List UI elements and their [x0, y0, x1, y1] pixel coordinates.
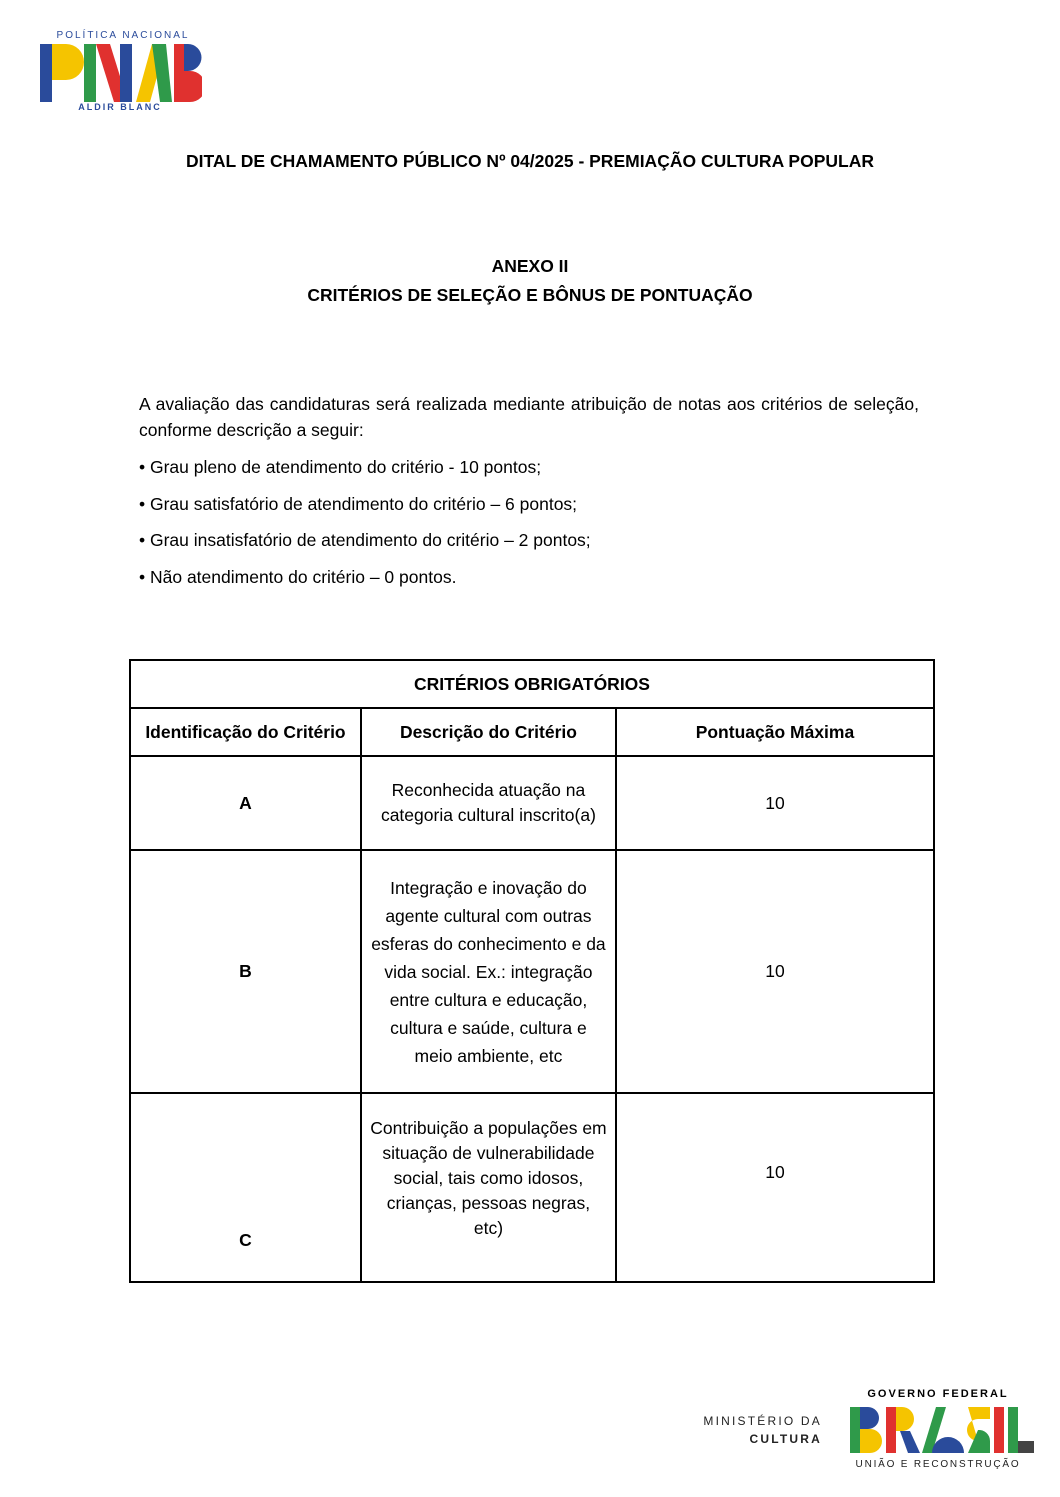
annex-subtitle: CRITÉRIOS DE SELEÇÃO E BÔNUS DE PONTUAÇÃO — [307, 285, 753, 305]
ministry-line1: MINISTÉRIO DA — [703, 1414, 822, 1428]
table-row — [130, 1093, 934, 1282]
criterion-score: 10 — [616, 756, 934, 850]
gov-bottom-text: UNIÃO E RECONSTRUÇÃO — [855, 1459, 1021, 1470]
grade-item: • Grau satisfatório de atendimento do critério – 6 pontos; — [139, 493, 578, 514]
grade-item: • Grau pleno de atendimento do critério - 10 pontos; — [139, 457, 542, 477]
grade-item: • Grau insatisfatório de atendimento do critério – 2 pontos; — [139, 530, 591, 551]
annex-heading — [0, 252, 1060, 310]
table-row — [130, 850, 934, 1093]
header-identification: Identificação do Critério — [130, 708, 361, 756]
criterion-description: Contribuição a populações em situação de vulnerabilidade social, tais como idosos, crianças, pessoas negras, etc) — [361, 1093, 616, 1282]
document-title: DITAL DE CHAMAMENTO PÚBLICO Nº 04/2025 - PREMIAÇÃO CULTURA POPULAR — [186, 151, 874, 171]
annex-label: ANEXO II — [491, 256, 569, 276]
logo-bottom-text: ALDIR BLANC — [78, 102, 162, 112]
table-row — [130, 756, 934, 850]
header-max-score: Pontuação Máxima — [616, 708, 934, 756]
criterion-id: A — [130, 756, 361, 850]
criterion-id: B — [130, 850, 361, 1093]
criterion-score: 10 — [616, 850, 934, 1093]
criterion-score: 10 — [616, 1093, 934, 1282]
ministry-logo — [690, 1412, 822, 1448]
grades-list — [139, 454, 919, 601]
criterion-description: Integração e inovação do agente cultural com outras esferas do conhecimento e da vida social. Ex.: integração entre cultura e educação, cultura e saúde, cultura e meio ambiente, etc — [361, 850, 616, 1093]
logo-top-text: POLÍTICA NACIONAL — [56, 30, 190, 41]
criterion-id: C — [130, 1093, 361, 1282]
header-description: Descrição do Critério — [361, 708, 616, 756]
brasil-logo-shapes — [850, 1407, 1036, 1453]
gov-top-text: GOVERNO FEDERAL — [867, 1388, 1009, 1400]
pnab-logo — [40, 30, 205, 115]
table-title: CRITÉRIOS OBRIGATÓRIOS — [130, 660, 934, 708]
criterion-description: Reconhecida atuação na categoria cultural inscrito(a) — [361, 756, 616, 850]
intro-paragraph: A avaliação das candidaturas será realizada mediante atribuição de notas aos critérios de seleção, conforme descrição a seguir: — [139, 394, 919, 440]
pnab-logo-letters — [40, 44, 202, 102]
ministry-line2: CULTURA — [749, 1432, 822, 1446]
governo-federal-logo — [848, 1385, 1038, 1475]
criteria-table — [129, 659, 935, 1283]
grade-item: • Não atendimento do critério – 0 pontos. — [139, 567, 457, 588]
